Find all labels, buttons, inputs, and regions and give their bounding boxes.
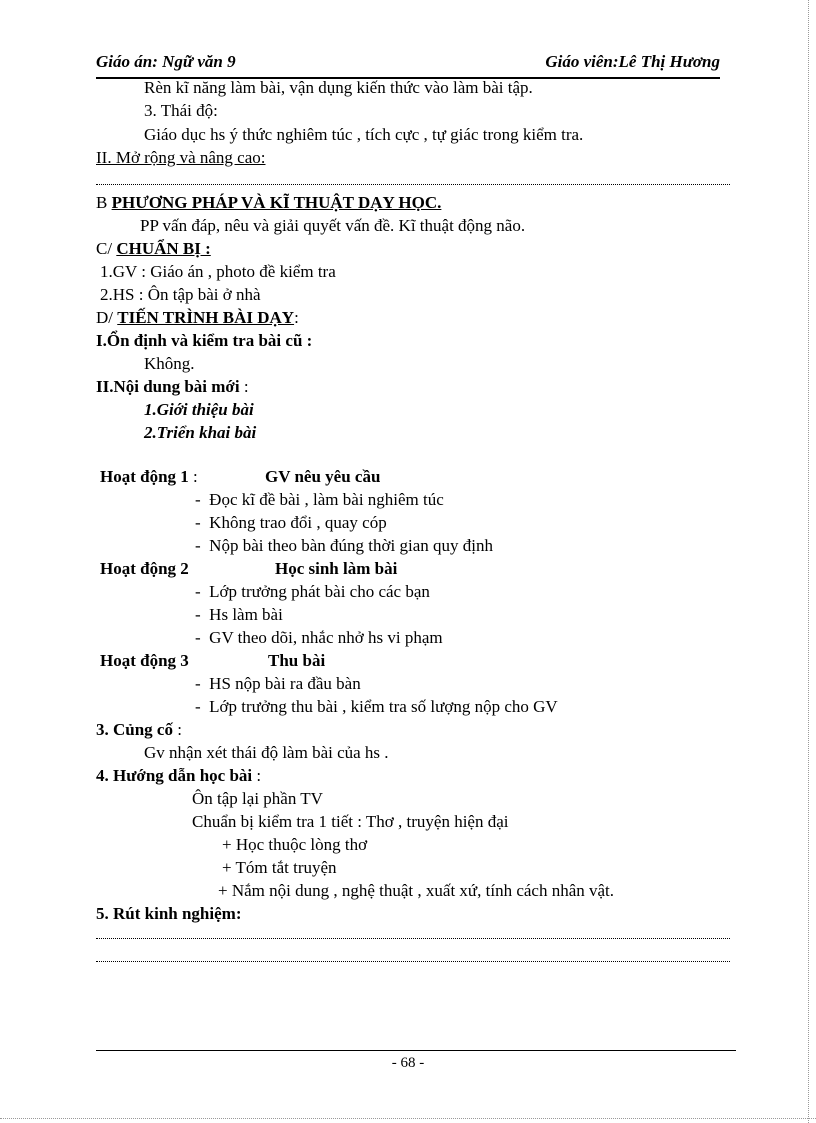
- bullet: -: [195, 490, 201, 509]
- homework-plus-1: + Học thuộc lòng thơ: [222, 835, 368, 854]
- homework-colon: :: [256, 766, 262, 785]
- bullet: -: [195, 536, 201, 555]
- homework-plus-2: + Tóm tắt truyện: [222, 858, 337, 877]
- section-c-heading: [96, 238, 211, 260]
- consolidation-heading: [96, 719, 182, 741]
- consolidation-text: Gv nhận xét thái độ làm bài của hs .: [144, 743, 389, 762]
- list-item: [195, 581, 430, 603]
- activity-3-item-1: HS nộp bài ra đầu bàn: [209, 674, 361, 693]
- activity-1-heading: [100, 466, 198, 488]
- homework-title: 4. Hướng dẫn học bài: [96, 766, 253, 785]
- homework-line-2: Chuẩn bị kiểm tra 1 tiết : Thơ , truyện hiện đại: [192, 812, 509, 831]
- attitude-heading: 3. Thái độ:: [144, 101, 218, 120]
- list-item: [195, 627, 443, 649]
- section-c-prefix: C/: [96, 239, 113, 258]
- activity-3-title: Thu bài: [268, 651, 326, 670]
- section-d-colon: :: [294, 308, 299, 327]
- list-item: [195, 512, 387, 534]
- homework-plus-3: + Nắm nội dung , nghệ thuật , xuất xứ, tính cách nhân vật.: [218, 881, 615, 900]
- activity-1-item-1: Đọc kĩ đề bài , làm bài nghiêm túc: [209, 490, 444, 509]
- section-b-text: PP vấn đáp, nêu và giải quyết vấn đề. Kĩ thuật động não.: [140, 216, 526, 235]
- activity-3-label: Hoạt động 3: [100, 651, 189, 670]
- reflection-heading: 5. Rút kinh nghiệm:: [96, 904, 242, 923]
- activity-3-item-2: Lớp trưởng thu bài , kiểm tra số lượng nộp cho GV: [209, 697, 558, 716]
- list-item: [195, 673, 361, 695]
- list-item: [195, 604, 283, 626]
- intro-step: 1.Giới thiệu bài: [144, 400, 254, 419]
- develop-step: 2.Triển khai bài: [144, 423, 257, 442]
- footer-rule: [96, 1050, 736, 1051]
- list-item: [195, 696, 558, 718]
- homework-heading: [96, 765, 261, 787]
- homework-line-1: Ôn tập lại phần TV: [192, 789, 323, 808]
- attitude-text: Giáo dục hs ý thức nghiêm túc , tích cực , tự giác trong kiểm tra.: [144, 125, 584, 144]
- activity-2-item-2: Hs làm bài: [209, 605, 283, 624]
- activity-1-title: GV nêu yêu cầu: [265, 467, 381, 486]
- activity-1-colon: :: [193, 467, 198, 486]
- list-item: [195, 489, 444, 511]
- consolidation-colon: :: [177, 720, 182, 739]
- section-b-title: PHƯƠNG PHÁP VÀ KĨ THUẬT DẠY HỌC.: [111, 193, 442, 212]
- activity-2-item-3: GV theo dõi, nhắc nhở hs vi phạm: [209, 628, 443, 647]
- section-c-title: CHUẨN BỊ :: [116, 239, 211, 258]
- prep-hs: 2.HS : Ôn tập bài ở nhà: [100, 285, 261, 304]
- section-b-prefix: B: [96, 193, 108, 212]
- consolidation-title: 3. Củng cố: [96, 720, 173, 739]
- section-d-prefix: D/: [96, 308, 113, 327]
- page-edge-bottom: [0, 1118, 816, 1119]
- extend-heading: II. Mở rộng và nâng cao:: [96, 148, 266, 167]
- activity-2-item-1: Lớp trưởng phát bài cho các bạn: [209, 582, 430, 601]
- page-edge-right: [808, 0, 809, 1123]
- dotted-line: [96, 184, 730, 185]
- bullet: -: [195, 582, 201, 601]
- activity-2-title: Học sinh làm bài: [275, 559, 398, 578]
- bullet: -: [195, 697, 201, 716]
- page-number: - 68 -: [391, 1055, 425, 1071]
- part-i-heading: I.Ổn định và kiểm tra bài cũ :: [96, 331, 313, 350]
- section-d-title: TIẾN TRÌNH BÀI DẠY: [117, 308, 295, 327]
- activity-1-label: Hoạt động 1: [100, 467, 189, 486]
- page-header: [96, 52, 720, 76]
- part-i-text: Không.: [144, 354, 195, 373]
- skill-line: Rèn kĩ năng làm bài, vận dụng kiến thức vào làm bài tập.: [144, 78, 533, 97]
- header-teacher: Giáo viên:Lê Thị Hương: [545, 52, 720, 71]
- dotted-line: [96, 938, 730, 939]
- activity-2-label: Hoạt động 2: [100, 559, 189, 578]
- bullet: -: [195, 605, 201, 624]
- part-ii-colon: :: [243, 377, 249, 396]
- section-d-heading: [96, 307, 299, 329]
- bullet: -: [195, 513, 201, 532]
- bullet: -: [195, 674, 201, 693]
- prep-gv: 1.GV : Giáo án , photo đề kiểm tra: [100, 262, 336, 281]
- list-item: [195, 535, 493, 557]
- part-ii-title: II.Nội dung bài mới: [96, 377, 240, 396]
- dotted-line: [96, 961, 730, 962]
- activity-1-item-2: Không trao đổi , quay cóp: [209, 513, 387, 532]
- section-b-heading: [96, 192, 441, 214]
- part-ii-heading: [96, 376, 249, 398]
- activity-1-item-3: Nộp bài theo bàn đúng thời gian quy định: [209, 536, 493, 555]
- bullet: -: [195, 628, 201, 647]
- header-subject: Giáo án: Ngữ văn 9: [96, 52, 236, 71]
